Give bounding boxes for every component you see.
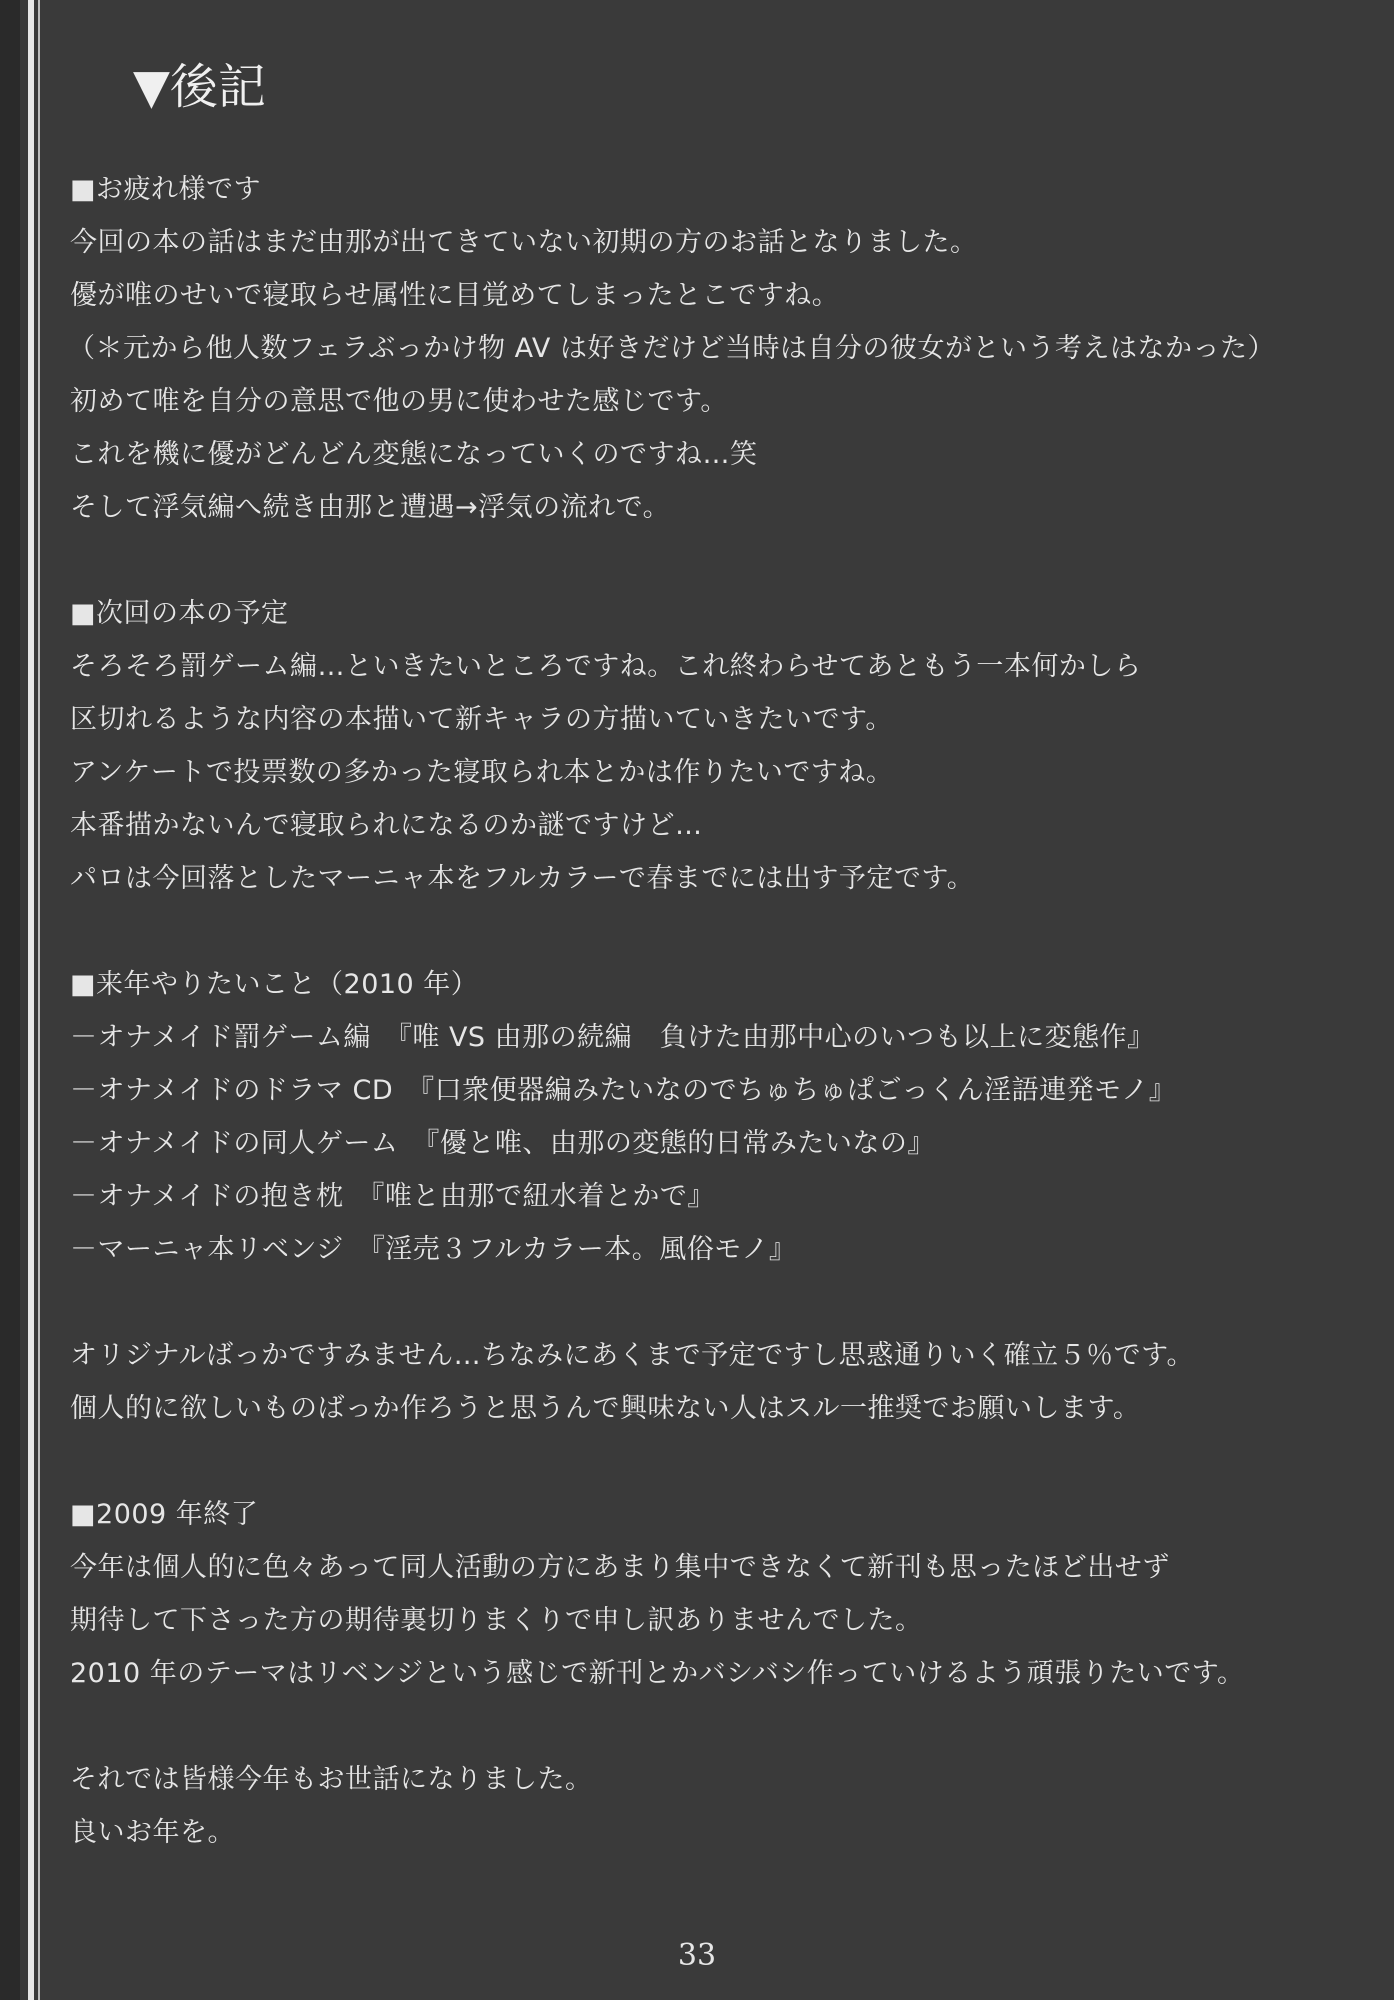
body-line: （＊元から他人数フェラぶっかけ物 AV は好きだけど当時は自分の彼女がという考えはなかった） xyxy=(68,333,1275,364)
plan-list-item: －オナメイドのドラマ CD 『口衆便器編みたいなのでちゅちゅぱごっくん淫語連発モノ』 xyxy=(70,1075,1177,1106)
body-line: 期待して下さった方の期待裏切りまくりで申し訳ありませんでした。 xyxy=(70,1605,923,1636)
left-margin-rule xyxy=(28,0,34,2000)
body-line: アンケートで投票数の多かった寝取られ本とかは作りたいですね。 xyxy=(70,757,894,788)
paragraph-spacer xyxy=(70,905,1380,958)
body-line: 今回の本の話はまだ由那が出てきていない初期の方のお話となりました。 xyxy=(70,227,978,258)
plan-list-item: －オナメイドの抱き枕 『唯と由那で紐水着とかで』 xyxy=(70,1181,715,1212)
plan-list-item: －オナメイドの同人ゲーム 『優と唯、由那の変態的日常みたいなの』 xyxy=(70,1128,935,1159)
body-line: オリジナルばっかですみません…ちなみにあくまで予定ですし思惑通りいく確立５％です。 xyxy=(70,1340,1194,1371)
body-line: そろそろ罰ゲーム編…といきたいところですね。これ終わらせてあともう一本何かしら xyxy=(70,651,1142,682)
body-line: 本番描かないんで寝取られになるのか謎ですけど… xyxy=(70,810,703,841)
section-heading-next-year: ■来年やりたいこと（2010 年） xyxy=(70,969,479,1000)
section-heading-2009-end: ■2009 年終了 xyxy=(70,1499,259,1530)
body-line: これを機に優がどんどん変態になっていくのですね…笑 xyxy=(70,439,758,470)
plan-list-item: －オナメイド罰ゲーム編 『唯 VS 由那の続編 負けた由那中心のいつも以上に変態作』 xyxy=(70,1022,1155,1053)
section-heading-next-book: ■次回の本の予定 xyxy=(70,598,289,629)
left-margin-band xyxy=(0,0,20,2000)
body-line: 初めて唯を自分の意思で他の男に使わせた感じです。 xyxy=(70,386,728,417)
body-line: 優が唯のせいで寝取らせ属性に目覚めてしまったとこですね。 xyxy=(70,280,840,311)
paragraph-spacer xyxy=(70,1435,1380,1488)
body-line: 今年は個人的に色々あって同人活動の方にあまり集中できなくて新刊も思ったほど出せず xyxy=(70,1552,1170,1583)
body-line: パロは今回落としたマーニャ本をフルカラーで春までには出す予定です。 xyxy=(70,863,975,894)
body-line: 区切れるような内容の本描いて新キャラの方描いていきたいです。 xyxy=(70,704,893,735)
paragraph-spacer xyxy=(70,1276,1380,1329)
paragraph-spacer xyxy=(70,534,1380,587)
section-heading-otsukare: ■お疲れ様です xyxy=(70,174,262,205)
page-title: ▼後記 xyxy=(133,59,266,115)
page-number: 33 xyxy=(677,1938,717,1973)
plan-list-item: －マーニャ本リベンジ 『淫売３フルカラー本。風俗モノ』 xyxy=(70,1234,797,1265)
afterword-body xyxy=(70,163,1380,1859)
body-line: 良いお年を。 xyxy=(70,1817,235,1848)
body-line: そして浮気編へ続き由那と遭遇→浮気の流れで。 xyxy=(70,492,671,523)
body-line: それでは皆様今年もお世話になりました。 xyxy=(70,1764,593,1795)
paragraph-spacer xyxy=(70,1700,1380,1753)
body-line: 2010 年のテーマはリベンジという感じで新刊とかバシバシ作っていけるよう頑張りたいです。 xyxy=(70,1658,1245,1689)
body-line: 個人的に欲しいものばっか作ろうと思うんで興味ない人はスル一推奨でお願いします。 xyxy=(70,1393,1141,1424)
left-margin-rule-thin xyxy=(38,0,40,2000)
